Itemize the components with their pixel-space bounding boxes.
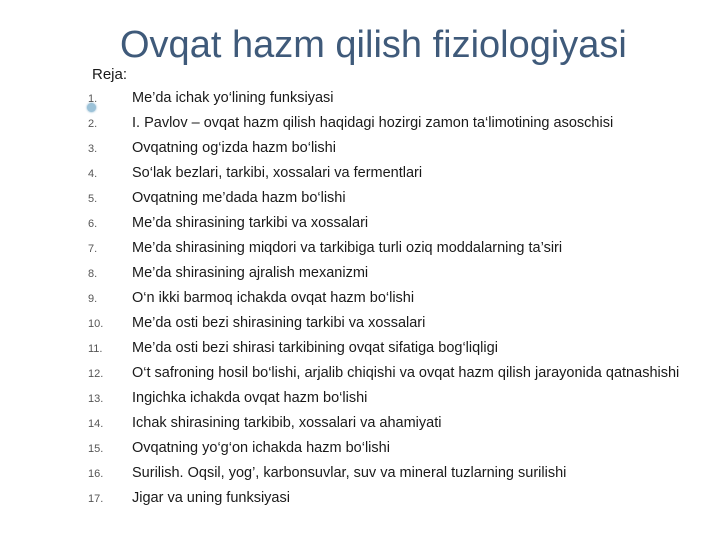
list-item <box>88 390 708 407</box>
list-item-number: 9. <box>88 293 98 305</box>
list-item-text: Me’da shirasining ajralish mexanizmi <box>132 265 369 281</box>
list-item-text: Ovqatning og‘izda hazm bo‘lishi <box>132 140 336 156</box>
list-item-number: 11. <box>88 343 103 355</box>
list-item <box>88 265 708 282</box>
list-item-text: Ingichka ichakda ovqat hazm bo‘lishi <box>132 390 368 406</box>
list-item-number: 3. <box>88 143 98 155</box>
list-item <box>88 365 708 382</box>
slide-title: Ovqat hazm qilish fiziologiyasi <box>120 24 627 66</box>
list-item-number: 16. <box>88 468 104 480</box>
list-item-number: 10. <box>88 318 104 330</box>
list-item-text: Me’da osti bezi shirasi tarkibining ovqat sifatiga bog‘liqligi <box>132 340 498 356</box>
list-item <box>88 490 708 507</box>
list-item-text: Ovqatning me’dada hazm bo‘lishi <box>132 190 346 206</box>
list-item <box>88 415 708 432</box>
list-item <box>88 190 708 207</box>
agenda-list <box>88 90 708 515</box>
list-item <box>88 215 708 232</box>
list-item <box>88 165 708 182</box>
list-item-text: I. Pavlov – ovqat hazm qilish haqidagi hozirgi zamon ta‘limotining asoschisi <box>132 115 614 131</box>
list-item-text: Jigar va uning funksiyasi <box>132 490 290 506</box>
list-item-text: So‘lak bezlari, tarkibi, xossalari va fermentlari <box>132 165 423 181</box>
list-item-text: O‘t safroning hosil bo‘lishi, arjalib chiqishi va ovqat hazm qilish jarayonida qatnashishi <box>132 365 680 381</box>
list-item-number: 5. <box>88 193 98 205</box>
list-item-text: Ovqatning yo‘g‘on ichakda hazm bo‘lishi <box>132 440 390 456</box>
list-item-number: 13. <box>88 393 104 405</box>
list-item <box>88 115 708 132</box>
list-item-text: Me’da shirasining tarkibi va xossalari <box>132 215 369 231</box>
list-item-number: 8. <box>88 268 98 280</box>
list-item <box>88 440 708 457</box>
list-item-number: 14. <box>88 418 104 430</box>
list-item <box>88 90 708 107</box>
list-item-number: 7. <box>88 243 98 255</box>
list-item <box>88 315 708 332</box>
list-item <box>88 290 708 307</box>
list-item-number: 17. <box>88 493 104 505</box>
list-item-text: O‘n ikki barmoq ichakda ovqat hazm bo‘lishi <box>132 290 415 306</box>
list-item-number: 1. <box>88 93 98 105</box>
list-item-number: 6. <box>88 218 98 230</box>
list-item-number: 15. <box>88 443 104 455</box>
list-item-text: Ichak shirasining tarkibib, xossalari va ahamiyati <box>132 415 442 431</box>
list-item <box>88 340 708 357</box>
list-item-number: 4. <box>88 168 98 180</box>
list-item <box>88 240 708 257</box>
list-item <box>88 140 708 157</box>
list-item-number: 12. <box>88 368 104 380</box>
list-item-text: Me’da shirasining miqdori va tarkibiga turli oziq moddalarning ta’siri <box>132 240 563 256</box>
list-item-text: Me’da osti bezi shirasining tarkibi va xossalari <box>132 315 426 331</box>
list-item-text: Surilish. Oqsil, yog’, karbonsuvlar, suv va mineral tuzlarning surilishi <box>132 465 567 481</box>
list-item <box>88 465 708 482</box>
list-item-text: Me’da ichak yo‘lining funksiyasi <box>132 90 334 106</box>
list-item-number: 2. <box>88 118 98 130</box>
slide-subtitle: Reja: <box>92 66 128 83</box>
